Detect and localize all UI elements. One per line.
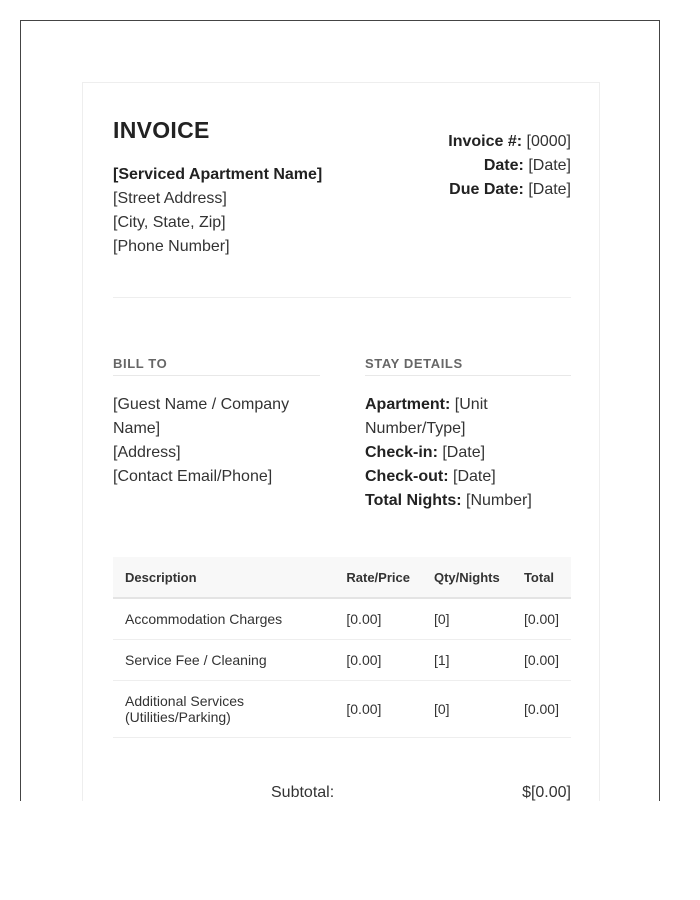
line-items-table [113, 557, 571, 738]
row-qty: [0] [422, 598, 512, 640]
checkout-label: Check-out: [365, 468, 449, 485]
bill-to-body [113, 393, 320, 489]
subtotal-label: Subtotal: [271, 784, 335, 801]
invoice-due-date-label: Due Date: [449, 181, 524, 198]
table-row [113, 640, 571, 681]
invoice-date-value: [Date] [528, 157, 571, 174]
total-nights-line [365, 489, 571, 513]
guest-name-line1: [Guest Name / Company [113, 396, 290, 413]
row-rate: [0.00] [334, 598, 422, 640]
apartment-value-line1: [Unit [454, 396, 488, 413]
checkin-line [365, 441, 571, 465]
subtotal-value: $[0.00] [522, 784, 571, 801]
invoice-title: INVOICE [113, 117, 210, 143]
row-total: [0.00] [512, 640, 571, 681]
invoice-due-date-line [448, 178, 571, 202]
seller-address-block [113, 163, 322, 259]
header-divider [113, 297, 571, 298]
invoice-due-date-value: [Date] [528, 181, 571, 198]
table-header-row [113, 557, 571, 598]
apartment-label: Apartment: [365, 396, 451, 413]
row-rate: [0.00] [334, 640, 422, 681]
guest-address: [Address] [113, 444, 181, 461]
invoice-date-label: Date: [483, 157, 524, 174]
row-description-line2: (Utilities/Parking) [125, 709, 231, 725]
row-description [113, 681, 334, 738]
seller-city: [City, State, Zip] [113, 214, 226, 231]
seller-street: [Street Address] [113, 190, 227, 207]
checkin-value: [Date] [442, 444, 486, 461]
seller-name: [Serviced Apartment Name] [113, 166, 323, 183]
checkout-value: [Date] [453, 468, 496, 485]
subtotal-row [113, 784, 571, 801]
row-description: Accommodation Charges [113, 598, 334, 640]
checkout-line [365, 465, 571, 489]
column-header-qty: Qty/Nights [422, 557, 512, 598]
table-row [113, 598, 571, 640]
stay-details-section [365, 356, 571, 513]
row-qty: [1] [422, 640, 512, 681]
row-description-line1: Additional Services [125, 693, 245, 709]
total-nights-value: [Number] [466, 492, 532, 509]
table-row [113, 681, 571, 738]
invoice-number-value: [0000] [526, 133, 571, 150]
bill-to-section [113, 356, 320, 489]
row-total: [0.00] [512, 681, 571, 738]
column-header-rate: Rate/Price [334, 557, 422, 598]
column-header-total: Total [512, 557, 571, 598]
row-total: [0.00] [512, 598, 571, 640]
invoice-header [113, 117, 571, 297]
apartment-line [365, 393, 571, 417]
document-page [20, 20, 660, 801]
column-header-description: Description [113, 557, 334, 598]
guest-name-line2: Name] [113, 420, 161, 437]
invoice-card [82, 82, 600, 801]
stay-details-heading: STAY DETAILS [365, 356, 571, 376]
row-description: Service Fee / Cleaning [113, 640, 334, 681]
stay-details-body [365, 393, 571, 513]
bill-to-heading: BILL TO [113, 356, 320, 376]
invoice-meta [448, 130, 571, 202]
invoice-number-label: Invoice #: [448, 133, 523, 150]
invoice-number-line [448, 130, 571, 154]
invoice-date-line [448, 154, 571, 178]
seller-phone: [Phone Number] [113, 238, 230, 255]
checkin-label: Check-in: [365, 444, 438, 461]
total-nights-label: Total Nights: [365, 492, 462, 509]
guest-contact: [Contact Email/Phone] [113, 468, 273, 485]
row-rate: [0.00] [334, 681, 422, 738]
apartment-value-line2: Number/Type] [365, 420, 466, 437]
row-qty: [0] [422, 681, 512, 738]
